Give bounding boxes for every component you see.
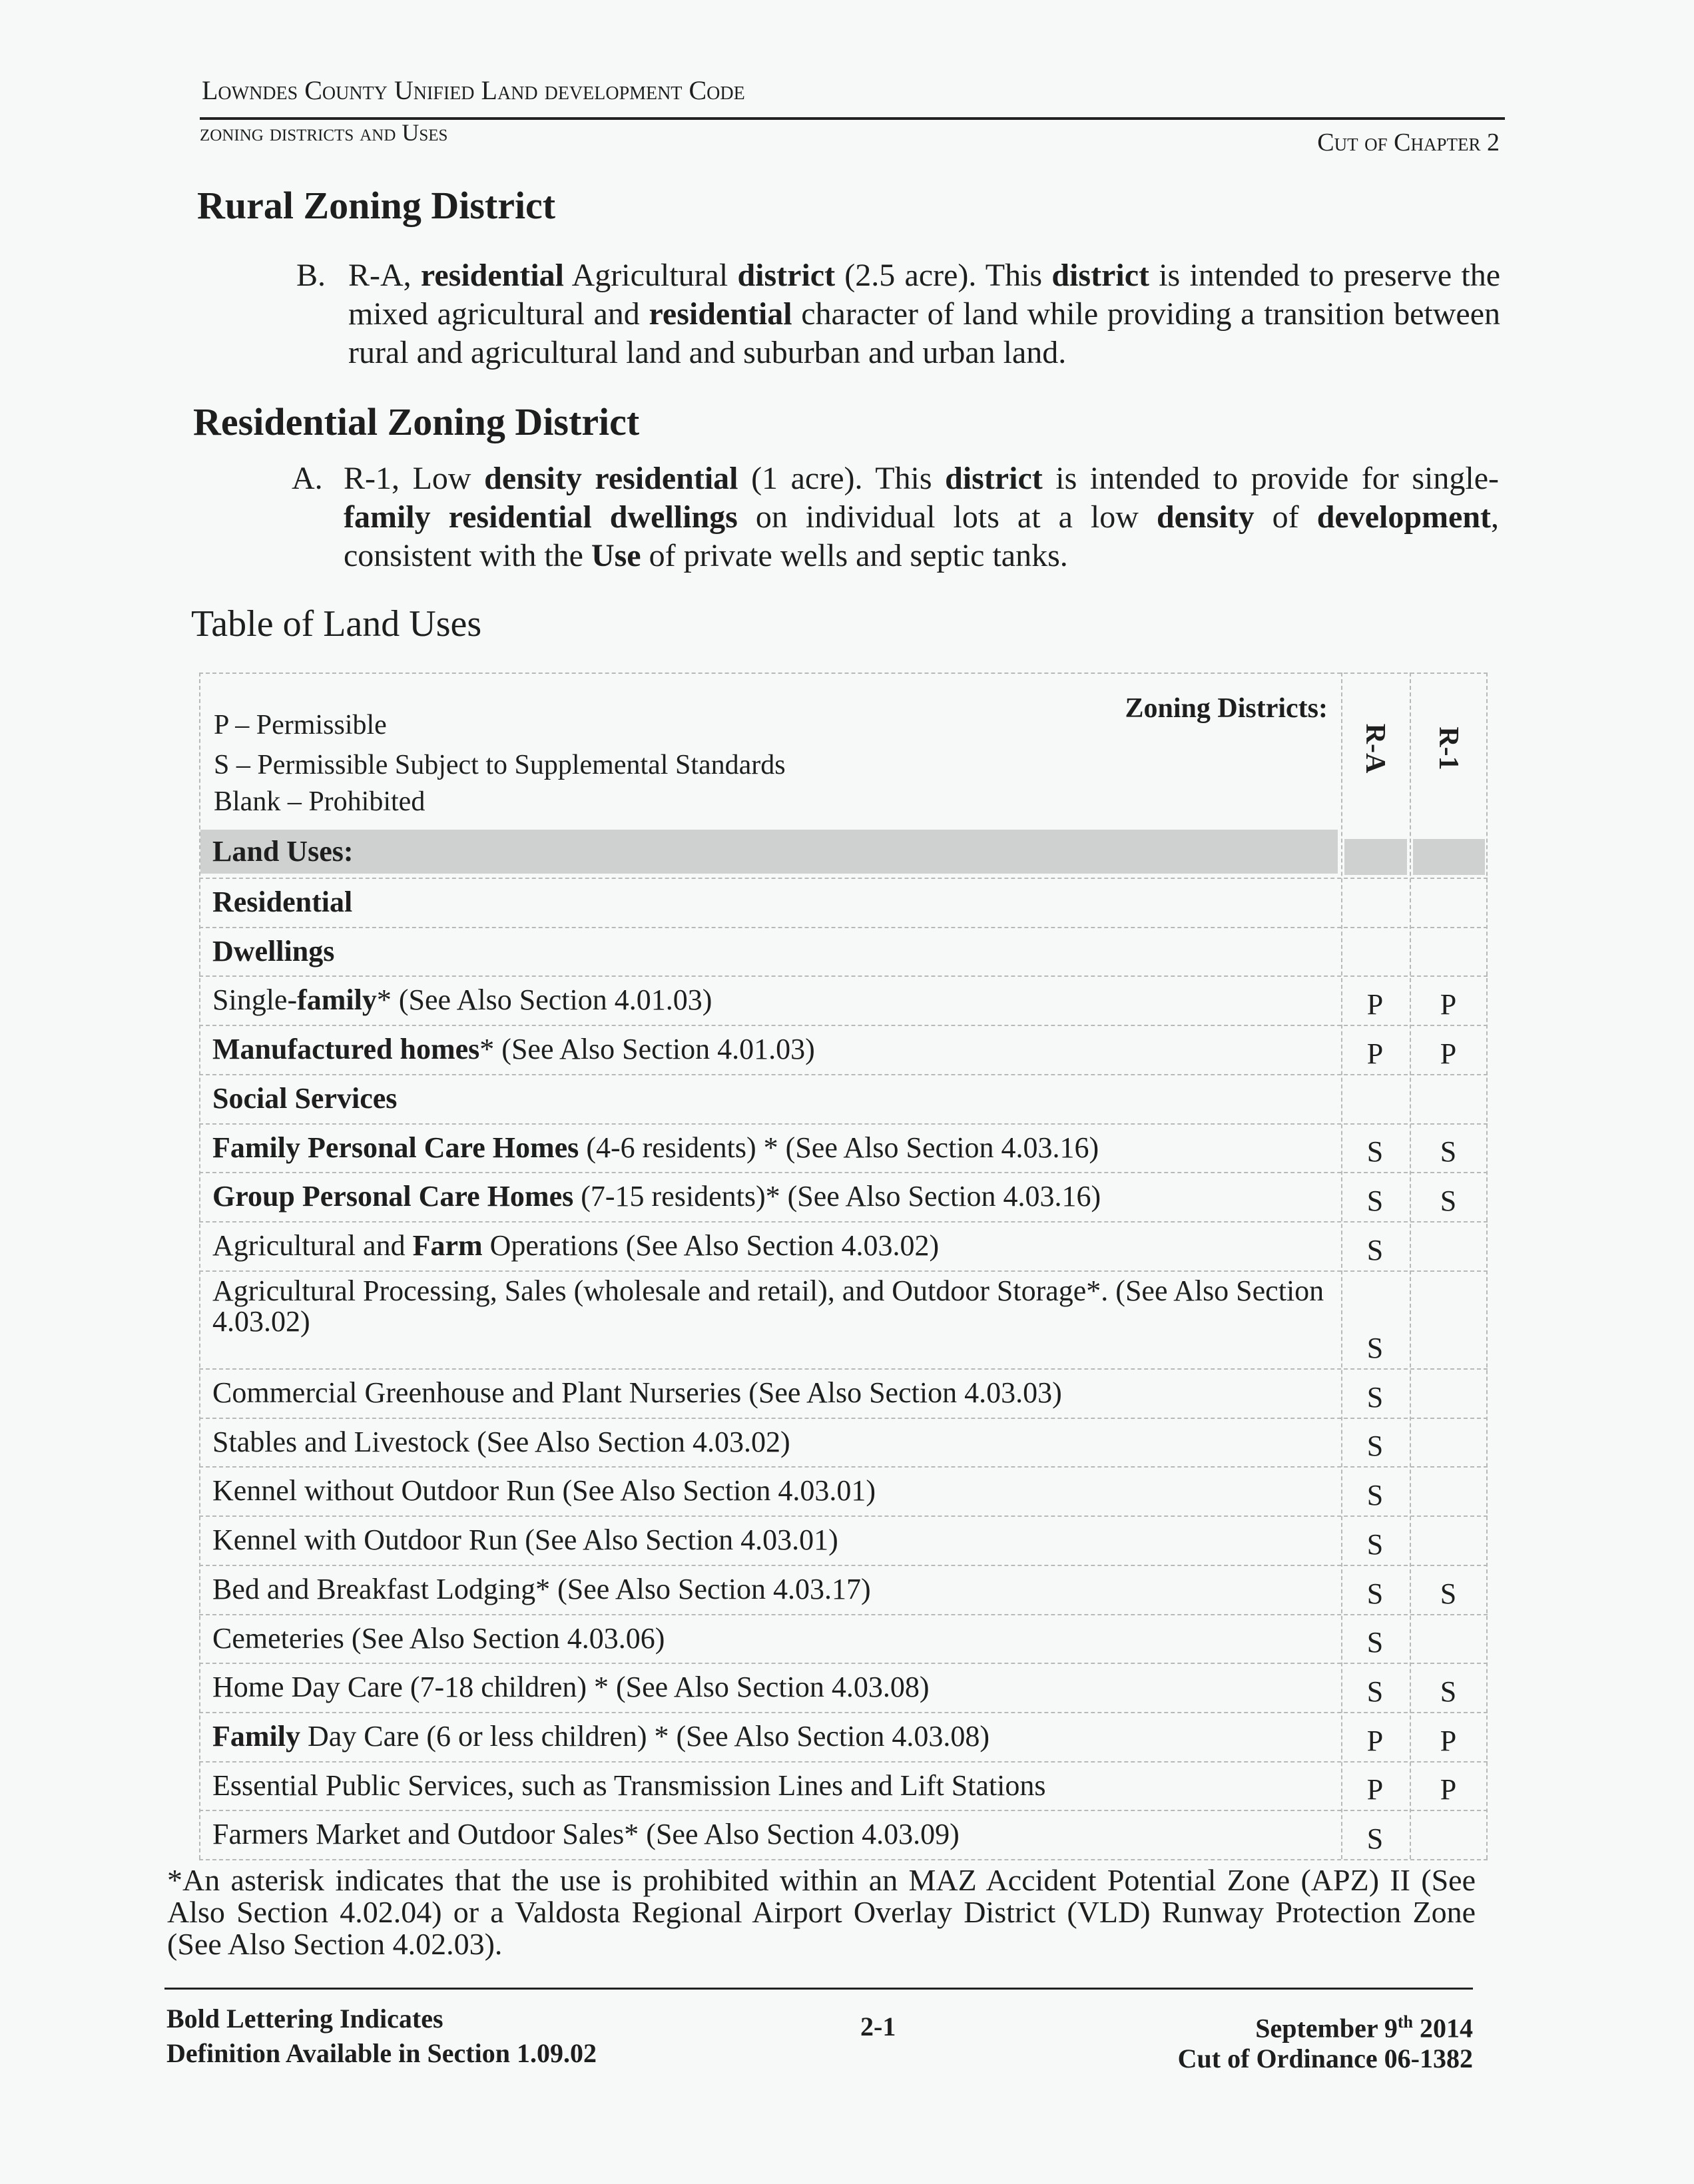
land-use-label bbox=[212, 887, 1331, 918]
defined-term: Social Services bbox=[212, 1081, 398, 1115]
row-divider bbox=[199, 1761, 1488, 1763]
document-title: Lowndes County Unified Land development Code bbox=[202, 75, 745, 105]
permission-ra: P bbox=[1366, 1037, 1384, 1070]
text-segment: Single- bbox=[212, 983, 298, 1017]
defined-term: density bbox=[1156, 499, 1255, 535]
row-divider bbox=[199, 1221, 1488, 1223]
text-segment: Farmers Market and Outdoor Sales* (See Also Section 4.03.09) bbox=[212, 1818, 960, 1851]
row-divider bbox=[199, 975, 1488, 977]
text-segment: (7-15 residents)* (See Also Section 4.03.16) bbox=[573, 1180, 1101, 1213]
ra-description-text bbox=[348, 258, 1500, 370]
land-use-label bbox=[212, 1721, 1331, 1752]
permission-ra: S bbox=[1366, 1430, 1384, 1463]
chapter-subtitle: zoning districts and Uses bbox=[200, 119, 448, 146]
land-use-label bbox=[212, 1181, 1331, 1212]
table-heading: Table of Land Uses bbox=[191, 603, 482, 645]
land-use-label bbox=[212, 1034, 1331, 1065]
defined-term: development bbox=[1316, 499, 1491, 535]
text-segment: Stables and Livestock (See Also Section 4.03.02) bbox=[212, 1425, 790, 1458]
defined-term: Manufactured homes bbox=[212, 1033, 480, 1066]
land-use-label bbox=[212, 1771, 1331, 1801]
text-segment: on individual lots at a low bbox=[737, 499, 1157, 535]
defined-term: residential bbox=[420, 258, 565, 293]
text-segment: (1 acre). This bbox=[738, 461, 946, 496]
row-divider bbox=[199, 1614, 1488, 1615]
permission-r1: S bbox=[1440, 1135, 1457, 1169]
footer-date bbox=[1255, 2012, 1473, 2044]
permission-ra: S bbox=[1366, 1135, 1384, 1169]
text-segment: is intended to provide for single- bbox=[1042, 461, 1499, 496]
text-segment: character of land while providing a transition between rural and agricultural land and suburban and urban land. bbox=[348, 296, 1501, 370]
land-use-label bbox=[212, 1133, 1331, 1163]
footer-definition-note: Definition Available in Section 1.09.02 bbox=[166, 2038, 597, 2068]
item-label-a: A. bbox=[292, 461, 323, 496]
table-border bbox=[199, 1859, 1488, 1860]
text-segment: (4-6 residents) * (See Also Section 4.03.16) bbox=[579, 1131, 1099, 1164]
land-use-label bbox=[212, 1083, 1331, 1114]
asterisk-footnote: *An asterisk indicates that the use is prohibited within an MAZ Accident Potential Zone (APZ) II (See Also Section 4.02.04) or a Valdosta Regional Airport Overlay District (VLD) Runway Protection Zone (See Also Section 4.02.03). bbox=[167, 1863, 1476, 1961]
land-use-label bbox=[212, 1476, 1331, 1506]
ra-district-description bbox=[296, 256, 1501, 372]
row-divider bbox=[199, 1074, 1488, 1075]
legend-permissible: P – Permissible bbox=[214, 710, 387, 740]
permission-ra: S bbox=[1366, 1577, 1384, 1610]
row-divider bbox=[199, 1515, 1488, 1517]
footer-rule bbox=[164, 1988, 1473, 1990]
land-use-label bbox=[212, 1623, 1331, 1654]
text-segment: Commercial Greenhouse and Plant Nurseries (See Also Section 4.03.03) bbox=[212, 1376, 1062, 1409]
permission-r1: P bbox=[1440, 1037, 1457, 1070]
text-segment: Agricultural bbox=[564, 258, 738, 293]
land-use-label bbox=[212, 1378, 1331, 1408]
residential-zoning-heading: Residential Zoning District bbox=[193, 400, 640, 443]
land-use-label bbox=[212, 1574, 1331, 1605]
page-number: 2-1 bbox=[860, 2012, 896, 2042]
permission-ra: S bbox=[1366, 1822, 1384, 1855]
text-segment: Operations (See Also Section 4.03.02) bbox=[482, 1228, 940, 1262]
permission-r1: P bbox=[1440, 1724, 1457, 1757]
r1-description-text bbox=[344, 461, 1499, 573]
land-uses-label: Land Uses: bbox=[212, 835, 354, 868]
permission-ra: S bbox=[1366, 1380, 1384, 1414]
row-divider bbox=[199, 1368, 1488, 1370]
row-divider bbox=[199, 878, 1488, 879]
text-segment: , consistent with the bbox=[344, 499, 1499, 573]
district-header-r1: R-1 bbox=[1433, 726, 1464, 770]
row-divider bbox=[199, 1270, 1488, 1272]
defined-term: family residential dwellings bbox=[344, 499, 738, 535]
row-divider bbox=[199, 1663, 1488, 1664]
row-divider bbox=[199, 1466, 1488, 1468]
row-divider bbox=[199, 1418, 1488, 1419]
defined-term: Use bbox=[591, 538, 641, 573]
district-header-ra: R-A bbox=[1360, 723, 1390, 774]
permission-ra: P bbox=[1366, 1773, 1384, 1806]
row-divider bbox=[199, 1712, 1488, 1713]
defined-term: Group Personal Care Homes bbox=[212, 1180, 574, 1213]
footer-ordinance: Cut of Ordinance 06-1382 bbox=[1177, 2044, 1473, 2073]
land-use-label bbox=[212, 1525, 1331, 1555]
defined-term: Farm bbox=[412, 1228, 483, 1262]
text-segment: Kennel with Outdoor Run (See Also Section 4.03.01) bbox=[212, 1523, 838, 1557]
legend-supplemental: S – Permissible Subject to Supplemental Standards bbox=[214, 750, 786, 780]
permission-ra: P bbox=[1366, 988, 1384, 1021]
permission-ra: S bbox=[1366, 1527, 1384, 1561]
defined-term: Dwellings bbox=[212, 934, 335, 967]
row-divider bbox=[199, 1025, 1488, 1026]
permission-r1: P bbox=[1440, 1773, 1457, 1806]
defined-term: family bbox=[297, 983, 377, 1017]
date-year: 2014 bbox=[1413, 2013, 1473, 2044]
land-uses-header-band bbox=[1413, 839, 1485, 875]
land-use-label bbox=[212, 1427, 1331, 1458]
text-segment: Kennel without Outdoor Run (See Also Section 4.03.01) bbox=[212, 1474, 876, 1507]
permission-ra: S bbox=[1366, 1626, 1384, 1659]
date-prefix: September 9 bbox=[1255, 2013, 1398, 2044]
permission-ra: S bbox=[1366, 1479, 1384, 1512]
defined-term: Residential bbox=[212, 886, 353, 918]
text-segment: Day Care (6 or less children) * (See Also Section 4.03.08) bbox=[300, 1719, 989, 1753]
text-segment: of private wells and septic tanks. bbox=[641, 538, 1068, 573]
land-use-label bbox=[212, 1672, 1331, 1703]
row-divider bbox=[199, 927, 1488, 928]
date-ordinal: th bbox=[1397, 2012, 1413, 2032]
chapter-label: Cut of Chapter 2 bbox=[1317, 129, 1500, 156]
text-segment: Cemeteries (See Also Section 4.03.06) bbox=[212, 1621, 665, 1655]
land-use-label bbox=[212, 1230, 1331, 1261]
land-use-table bbox=[199, 673, 1488, 1859]
text-segment: R-1, Low bbox=[344, 461, 485, 496]
defined-term: residential bbox=[649, 296, 792, 332]
row-divider bbox=[199, 1172, 1488, 1173]
permission-ra: S bbox=[1366, 1675, 1384, 1708]
permission-ra: P bbox=[1366, 1724, 1384, 1757]
text-segment: is intended to preserve the mixed agricultural and bbox=[348, 258, 1501, 332]
text-segment: Bed and Breakfast Lodging* (See Also Section 4.03.17) bbox=[212, 1572, 871, 1605]
permission-r1: P bbox=[1440, 988, 1457, 1021]
land-uses-header-band bbox=[1344, 839, 1407, 875]
r1-district-description bbox=[292, 459, 1499, 575]
text-segment: * (See Also Section 4.01.03) bbox=[376, 983, 712, 1017]
column-divider bbox=[1410, 673, 1411, 1859]
defined-term: Family bbox=[212, 1719, 300, 1753]
text-segment: of bbox=[1254, 499, 1317, 535]
rural-zoning-heading: Rural Zoning District bbox=[197, 184, 556, 227]
text-segment: Home Day Care (7-18 children) * (See Also Section 4.03.08) bbox=[212, 1671, 930, 1704]
permission-r1: S bbox=[1440, 1184, 1457, 1217]
permission-ra: S bbox=[1366, 1233, 1384, 1266]
defined-term: district bbox=[945, 461, 1043, 496]
zoning-districts-label: Zoning Districts: bbox=[1125, 693, 1328, 724]
row-divider bbox=[199, 1123, 1488, 1125]
text-segment: * (See Also Section 4.01.03) bbox=[479, 1033, 815, 1066]
defined-term: district bbox=[1051, 258, 1149, 293]
item-label-b: B. bbox=[296, 258, 326, 293]
defined-term: Family Personal Care Homes bbox=[212, 1131, 579, 1164]
land-use-label bbox=[212, 1276, 1331, 1337]
footer-bold-note: Bold Lettering Indicates bbox=[166, 2004, 443, 2034]
defined-term: district bbox=[737, 258, 836, 293]
text-segment: Agricultural and bbox=[212, 1228, 413, 1262]
permission-ra: S bbox=[1366, 1332, 1384, 1364]
land-use-label bbox=[212, 936, 1331, 967]
table-border bbox=[1486, 673, 1488, 1859]
row-divider bbox=[199, 1565, 1488, 1566]
land-use-label bbox=[212, 985, 1331, 1015]
table-border bbox=[199, 673, 1488, 674]
text-segment: (2.5 acre). This bbox=[835, 258, 1052, 293]
permission-r1: S bbox=[1440, 1675, 1457, 1708]
land-use-label bbox=[212, 1819, 1331, 1850]
permission-ra: S bbox=[1366, 1184, 1384, 1217]
text-segment: Essential Public Services, such as Transmission Lines and Lift Stations bbox=[212, 1769, 1046, 1802]
defined-term: density residential bbox=[484, 461, 738, 496]
text-segment: R-A, bbox=[348, 258, 421, 293]
text-segment: Agricultural Processing, Sales (wholesale and retail), and Outdoor Storage*. (See Also Section 4.03.02) bbox=[212, 1274, 1324, 1338]
legend-prohibited: Blank – Prohibited bbox=[214, 786, 425, 817]
permission-r1: S bbox=[1440, 1577, 1457, 1610]
row-divider bbox=[199, 1810, 1488, 1811]
